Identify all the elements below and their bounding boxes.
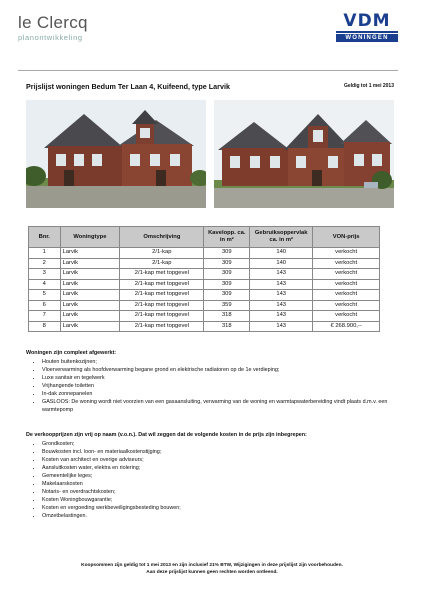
table-cell: verkocht [313, 311, 380, 322]
house-photo-left [26, 100, 206, 208]
leclercq-logo [18, 14, 88, 42]
footer-line: Koopsommen zijn geldig tot 1 mei 2013 en zijn inclusief 21% BTW, Wijzigingen in deze prijslijst zijn voorbehouden. [81, 563, 343, 568]
table-cell: verkocht [313, 300, 380, 311]
table-cell: Larvik [60, 258, 120, 269]
table-row [29, 269, 380, 280]
table-cell: 2/1-kap met topgevel [120, 311, 204, 322]
list-item: • GASLOOS: De woning wordt niet voorzien van een gasaansluiting, verwarming van de woning en warmtapwaterbereiding vindt plaats d.m.v. een warmtepomp [42, 398, 394, 414]
column-header: Kavelopp. ca. in m² [204, 227, 250, 248]
table-cell: Larvik [60, 311, 120, 322]
table-cell: 2/1-kap [120, 248, 204, 259]
table-cell: 309 [204, 258, 250, 269]
column-header: Bnr. [29, 227, 61, 248]
table-cell: Larvik [60, 321, 120, 332]
table-cell: 2/1-kap met topgevel [120, 279, 204, 290]
list-item: • Vrijhangende toiletten [42, 382, 394, 390]
table-cell: 6 [29, 300, 61, 311]
header-divider [18, 70, 398, 71]
table-row [29, 321, 380, 332]
table-cell: verkocht [313, 290, 380, 301]
table-cell: 8 [29, 321, 61, 332]
footer-line: Aan deze prijslijst kunnen geen rechten worden ontleend. [146, 570, 278, 575]
table-cell: 3 [29, 269, 61, 280]
list-item: • Notaris- en overdrachtskosten; [42, 488, 394, 496]
list-item: • Vloerverwarming als hoofdverwarming begane grond en elektrische radiatoren op de 1e verdieping; [42, 366, 394, 374]
costs-section [26, 432, 394, 520]
list-item: • Luxe sanitair en tegelwerk [42, 374, 394, 382]
table-cell: 309 [204, 279, 250, 290]
list-item: • Gemeentelijke leges; [42, 472, 394, 480]
table-cell: 2/1-kap met topgevel [120, 269, 204, 280]
table-cell: 309 [204, 248, 250, 259]
table-cell: 143 [250, 300, 313, 311]
list-item: • Bouwkosten incl. loon- en materiaalkostenstijging; [42, 448, 394, 456]
list-item: • Makelaarskosten [42, 480, 394, 488]
column-header: Gebruiksoppervlak ca. in m² [250, 227, 313, 248]
table-row [29, 258, 380, 269]
list-item: • Kosten en vergoeding werkbeveiligingsbesteding bouwen; [42, 504, 394, 512]
table-cell: € 268.900,-- [313, 321, 380, 332]
table-row [29, 290, 380, 301]
table-cell: 1 [29, 248, 61, 259]
table-header-row [29, 227, 380, 248]
table-row [29, 279, 380, 290]
features-section [26, 350, 394, 414]
features-heading: Woningen zijn compleet afgewerkt: [26, 350, 117, 356]
page-title: Prijslijst woningen Bedum Ter Laan 4, Kuifeend, type Larvik [26, 82, 230, 91]
table-cell: 4 [29, 279, 61, 290]
column-header: Omschrijving [120, 227, 204, 248]
vdm-logo-subtitle: WONINGEN [336, 34, 398, 42]
table-cell: 7 [29, 311, 61, 322]
brand-subtitle: planontwikkeling [18, 33, 83, 42]
table-cell: 143 [250, 279, 313, 290]
list-item: • Kosten van architect en overige adviseurs; [42, 456, 394, 464]
vdm-logo-mark: VDM [336, 12, 398, 33]
table-row [29, 248, 380, 259]
vdm-logo [336, 12, 398, 42]
features-list [26, 358, 394, 414]
table-cell: 140 [250, 248, 313, 259]
table-cell: 143 [250, 290, 313, 301]
footer-note [40, 562, 384, 576]
table-cell: 318 [204, 321, 250, 332]
table-cell: 309 [204, 290, 250, 301]
house-photos [26, 100, 394, 208]
validity-date: Geldig tot 1 mei 2013 [343, 83, 394, 89]
table-cell: verkocht [313, 269, 380, 280]
table-row [29, 311, 380, 322]
table-cell: 2/1-kap met topgevel [120, 300, 204, 311]
table-cell: 143 [250, 311, 313, 322]
list-item: • Kosten Woningbouwgarantie; [42, 496, 394, 504]
table-cell: verkocht [313, 248, 380, 259]
table-cell: 309 [204, 269, 250, 280]
list-item: • Aansluitkosten water, elektra en riolering; [42, 464, 394, 472]
list-item: • Omzetbelastingen. [42, 512, 394, 520]
table-cell: 2/1-kap met topgevel [120, 290, 204, 301]
table-cell: 2 [29, 258, 61, 269]
table-cell: Larvik [60, 279, 120, 290]
table-row [29, 300, 380, 311]
table-cell: 5 [29, 290, 61, 301]
table-cell: Larvik [60, 300, 120, 311]
table-cell: 359 [204, 300, 250, 311]
list-item: • Grondkosten; [42, 440, 394, 448]
table-cell: 2/1-kap met topgevel [120, 321, 204, 332]
costs-heading: De verkoopprijzen zijn vrij op naam (v.o.n.). Dat wil zeggen dat de volgende kosten in de prijs zijn inbegrepen: [26, 432, 307, 438]
table-cell: 140 [250, 258, 313, 269]
costs-list [26, 440, 394, 520]
brand-name: le Clercq [18, 13, 88, 32]
table-cell: Larvik [60, 248, 120, 259]
table-cell: Larvik [60, 269, 120, 280]
column-header: VON-prijs [313, 227, 380, 248]
table-cell: 318 [204, 311, 250, 322]
list-item: • Houten buitenkozijnen; [42, 358, 394, 366]
table-cell: 2/1-kap [120, 258, 204, 269]
table-cell: Larvik [60, 290, 120, 301]
column-header: Woningtype [60, 227, 120, 248]
table-cell: 143 [250, 321, 313, 332]
price-table [28, 226, 380, 332]
house-photo-right [214, 100, 394, 208]
table-cell: verkocht [313, 279, 380, 290]
table-cell: verkocht [313, 258, 380, 269]
table-cell: 143 [250, 269, 313, 280]
title-row [26, 82, 394, 94]
list-item: • In-dak zonnepanelen [42, 390, 394, 398]
